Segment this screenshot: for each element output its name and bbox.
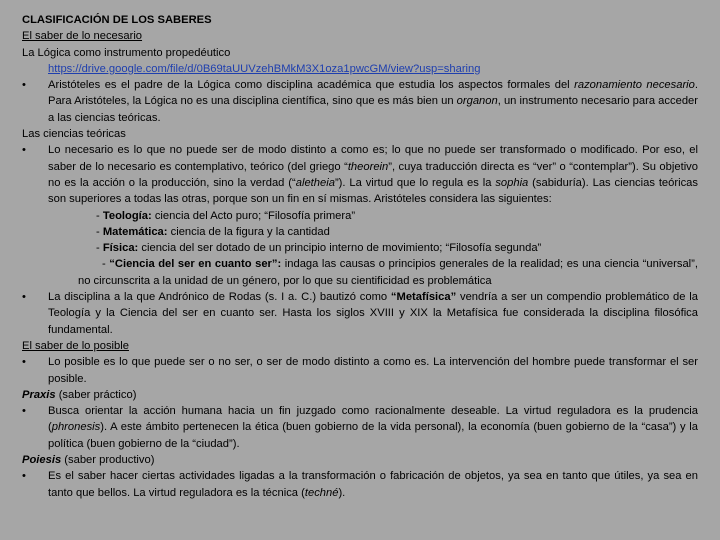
subheading-ciencias-teoricas: Las ciencias teóricas (22, 128, 126, 141)
bullet-text: Lo necesario es lo que no puede ser de modo distinto a como es; lo que no puede ser transformado o modificado. Por eso, el saber de lo necesario es contemplativo, teórico (del griego “theorein”, cuya traducción directa es “ver” o “contemplar”). Su objetivo no es la acción o la producción, sino la verdad (“aletheia”). La virtud que lo regula es la sophia (sabiduría). Las ciencias teóricas son superiores a todas las otras, porque son un fin en sí mismas. Aristóteles considera las siguientes: (48, 144, 698, 206)
bullet-praxis (22, 403, 698, 452)
bullet-text: Es el saber hacer ciertas actividades ligadas a la transformación o fabricación de objetos, ya sea en tanto que útiles, ya sea en tanto que bellos. La virtud reguladora es la técnica (techné). (48, 470, 698, 499)
bullet-marker: • (22, 79, 26, 92)
sub-item-teologia: - Teología: ciencia del Acto puro; “Filosofía primera” (96, 209, 356, 222)
sub-item-fisica: - Física: ciencia del ser dotado de un principio interno de movimiento; “Filosofía segunda” (96, 242, 542, 255)
drive-link[interactable]: https://drive.google.com/file/d/0B69taUUVzehBMkM3X1oza1pwcGM/view?usp=sharing (48, 62, 481, 75)
bullet-aristoteles (22, 77, 698, 126)
subheading-praxis: Praxis (saber práctico) (22, 388, 137, 401)
bullet-marker: • (22, 405, 26, 418)
bullet-posible (22, 354, 698, 387)
section-heading-posible: El saber de lo posible (22, 339, 129, 352)
document-body (22, 12, 698, 501)
bullet-text: Busca orientar la acción humana hacia un fin juzgado como racionalmente deseable. La virtud reguladora es la prudencia (phronesis). A este ámbito pertenecen la ética (buen gobierno de la vida personal), la economía (buen gobierno de la “casa”) y la política (buen gobierno de la “ciudad”). (48, 405, 698, 450)
bullet-marker: • (22, 291, 26, 304)
bullet-marker: • (22, 356, 26, 369)
bullet-necesario (22, 142, 698, 207)
sub-list (96, 208, 698, 257)
section-heading-necesario: El saber de lo necesario (22, 30, 143, 43)
subheading-poiesis: Poiesis (saber productivo) (22, 454, 155, 467)
sub-item-matematica: - Matemática: ciencia de la figura y la cantidad (96, 225, 330, 238)
bullet-marker: • (22, 470, 26, 483)
subheading-logica: La Lógica como instrumento propedéutico (22, 46, 231, 59)
bullet-poiesis (22, 468, 698, 501)
bullet-text: La disciplina a la que Andrónico de Rodas (s. I a. C.) bautizó como “Metafísica” vendría a ser un compendio problemático de la Teología y la Ciencia del ser en cuanto ser. Hasta los siglos XVIII y XIX la Metafísica fue considerada la disciplina filosófica fundamental. (48, 291, 698, 336)
sub-item-ser-en-cuanto-ser: - “Ciencia del ser en cuanto ser”: indaga las causas o principios generales de la realidad; es una ciencia “universal”, no circunscrita a la unidad de un género, por lo que su cientificidad es problemática (78, 258, 698, 287)
bullet-metafisica (22, 289, 698, 338)
page-title: CLASIFICACIÓN DE LOS SABERES (22, 14, 212, 26)
bullet-marker: • (22, 144, 26, 157)
bullet-text: Aristóteles es el padre de la Lógica como disciplina académica que estudia los aspectos formales del razonamiento necesario. Para Aristóteles, la Lógica no es una disciplina científica, sino que es más bien un organon, un instrumento necesario para acceder a las ciencias teóricas. (48, 79, 698, 124)
bullet-text: Lo posible es lo que puede ser o no ser, o ser de modo distinto a como es. La intervención del hombre puede transformar el ser posible. (48, 356, 698, 385)
